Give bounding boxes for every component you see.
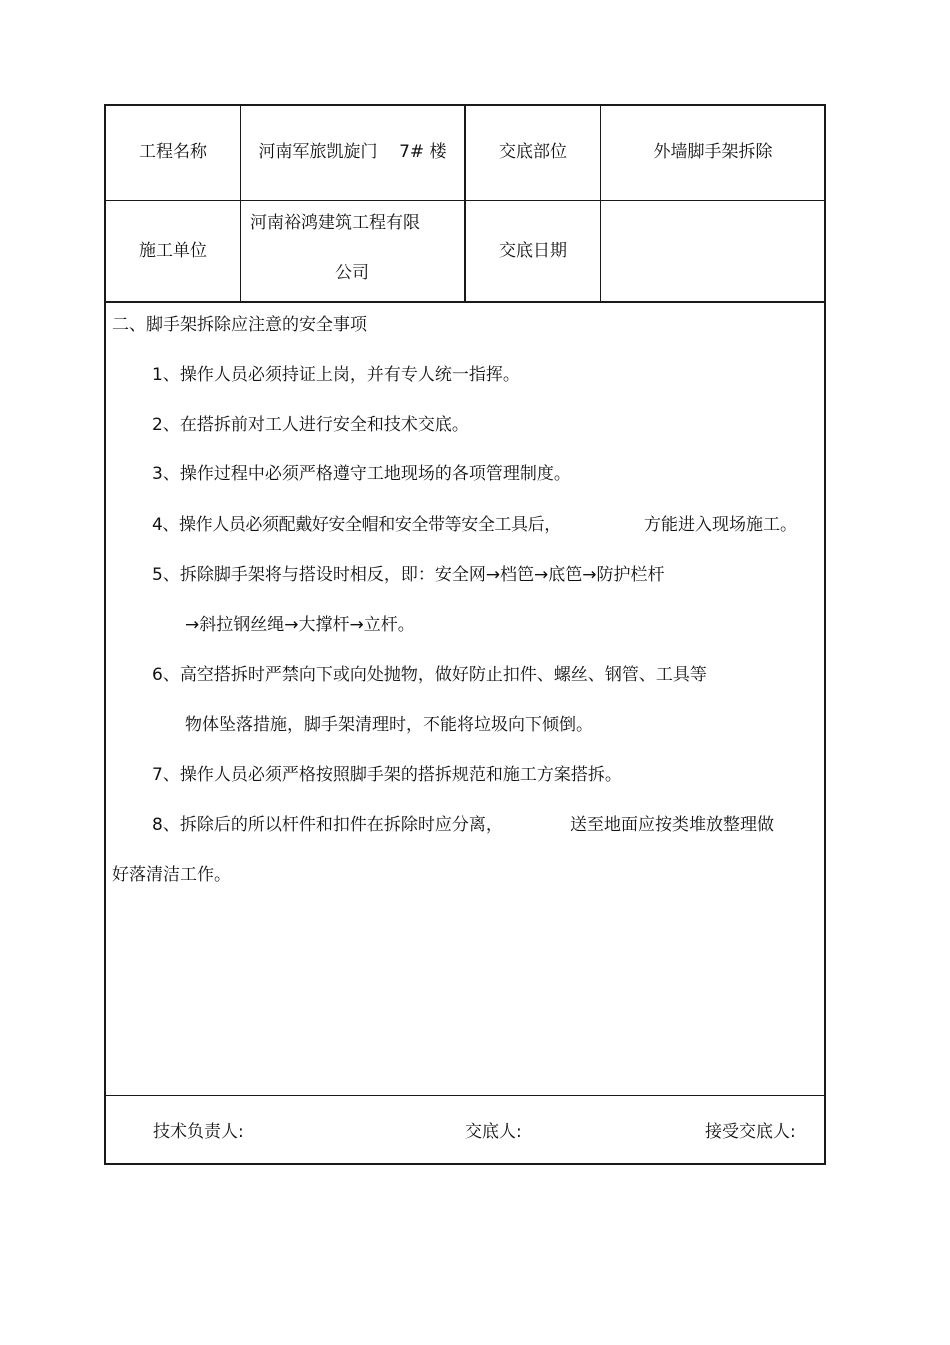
item-1: 1、操作人员必须持证上岗，并有专人统一指挥。 — [152, 365, 520, 385]
item-8: 8、拆除后的所以杆件和扣件在拆除时应分离， — [152, 815, 503, 835]
date-label: 交底日期 — [499, 240, 567, 261]
item-6: 6、高空搭拆时严禁向下或向处抛物，做好防止扣件、螺丝、钢管、工具等 — [152, 665, 707, 685]
item-8-wrap: 好落清洁工作。 — [112, 865, 231, 885]
item-7: 7、操作人员必须严格按照脚手架的搭拆规范和施工方案搭拆。 — [152, 765, 622, 785]
section-title: 二、脚手架拆除应注意的安全事项 — [112, 315, 367, 335]
date-value — [601, 201, 825, 301]
briefer-label: 交底人: — [465, 1122, 522, 1142]
position-label: 交底部位 — [499, 142, 567, 162]
builder-label: 施工单位 — [139, 240, 207, 261]
item-4: 4、操作人员必须配戴好安全帽和安全带等安全工具后， — [152, 515, 561, 535]
row-divider-3 — [105, 1095, 825, 1096]
project-name-value: 河南军旅凯旋门 7# 楼 — [258, 142, 447, 162]
item-3: 3、操作过程中必须严格遵守工地现场的各项管理制度。 — [152, 464, 571, 484]
item-5-continued: →斜拉钢丝绳→大撑杆→立杆。 — [185, 615, 415, 635]
item-2: 2、在搭拆前对工人进行安全和技术交底。 — [152, 415, 469, 435]
position-value: 外墙脚手架拆除 — [653, 142, 773, 162]
item-5: 5、拆除脚手架将与搭设时相反，即：安全网→档笆→底笆→防护栏杆 — [152, 565, 665, 585]
item-8-continued: 送至地面应按类堆放整理做 — [570, 815, 774, 835]
item-4-continued: 方能进入现场施工。 — [644, 515, 797, 535]
builder-value-line1: 河南裕鸿建筑工程有限 — [250, 213, 420, 233]
item-6-continued: 物体坠落措施，脚手架清理时，不能将垃圾向下倾倒。 — [185, 715, 593, 735]
builder-value-line2: 公司 — [335, 263, 369, 283]
receiver-label: 接受交底人: — [705, 1122, 796, 1142]
project-name-label: 工程名称 — [139, 142, 207, 162]
tech-lead-label: 技术负责人: — [153, 1122, 244, 1142]
